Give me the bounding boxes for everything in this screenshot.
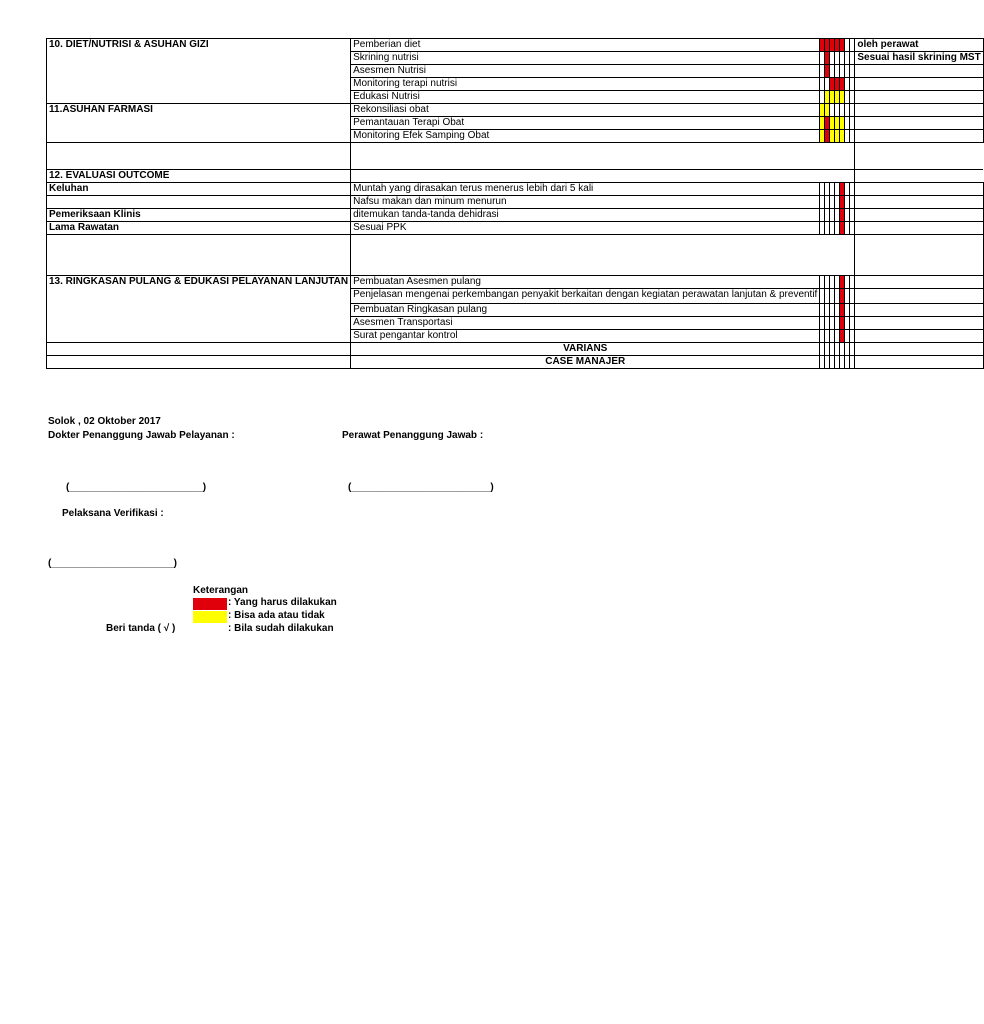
section-title-outcome: 12. EVALUASI OUTCOME: [47, 170, 351, 183]
place-date: Solok , 02 Oktober 2017: [48, 416, 161, 427]
note-cell: [855, 104, 983, 117]
note-cell: [855, 317, 983, 330]
activity-cell: Nafsu makan dan minum menurun: [351, 196, 820, 209]
note-cell: [855, 356, 983, 369]
activity-cell: Rekonsiliasi obat: [351, 104, 820, 117]
activity-cell: Pembuatan Asesmen pulang: [351, 276, 820, 289]
outcome-label: Pemeriksaan Klinis: [47, 209, 351, 222]
note-cell: [855, 183, 983, 196]
spacer-cell: [47, 235, 351, 276]
table-row: [47, 39, 984, 52]
table-row: [47, 356, 984, 369]
varians-label: VARIANS: [351, 343, 820, 356]
note-cell: [855, 304, 983, 317]
legend-check-text: : Bila sudah dilakukan: [228, 623, 334, 634]
section-title-pulang: 13. RINGKASAN PULANG & EDUKASI PELAYANAN LANJUTAN: [47, 276, 351, 343]
activity-cell: Surat pengantar kontrol: [351, 330, 820, 343]
note-cell: [855, 65, 983, 78]
section-title-diet: 10. DIET/NUTRISI & ASUHAN GIZI: [47, 39, 351, 104]
legend-title: Keterangan: [193, 585, 249, 596]
clinical-pathway-sheet: [46, 38, 984, 369]
verifier-signature-line: (______________________): [48, 558, 178, 569]
nurse-signature-line: (_________________________): [348, 482, 494, 493]
spacer-cell: [855, 143, 983, 170]
empty-cell: [47, 343, 351, 356]
note-cell: [855, 330, 983, 343]
case-manajer-label: CASE MANAJER: [351, 356, 820, 369]
outcome-label: [47, 196, 351, 209]
spacer-row: [47, 235, 984, 276]
table-row: [47, 343, 984, 356]
table-row: [47, 170, 984, 183]
note-cell: [855, 117, 983, 130]
activity-cell: Monitoring terapi nutrisi: [351, 78, 820, 91]
table-row: [47, 276, 984, 289]
activity-cell: Pembuatan Ringkasan pulang: [351, 304, 820, 317]
activity-cell: Pemantauan Terapi Obat: [351, 117, 820, 130]
activity-cell: Monitoring Efek Samping Obat: [351, 130, 820, 143]
table-row: [47, 196, 984, 209]
table-row: [47, 209, 984, 222]
activity-cell: Skrining nutrisi: [351, 52, 820, 65]
outcome-label: Keluhan: [47, 183, 351, 196]
table-row: [47, 104, 984, 117]
activity-cell: Edukasi Nutrisi: [351, 91, 820, 104]
doctor-label: Dokter Penanggung Jawab Pelayanan :: [48, 430, 235, 441]
note-cell: [855, 78, 983, 91]
spacer-cell: [351, 235, 855, 276]
note-cell: [855, 196, 983, 209]
activity-cell: ditemukan tanda-tanda dehidrasi: [351, 209, 820, 222]
spacer-cell: [855, 235, 983, 276]
table-row: [47, 183, 984, 196]
activity-cell: Penjelasan mengenai perkembangan penyakit berkaitan dengan kegiatan perawatan lanjutan & preventif: [351, 289, 820, 304]
section-title-filler: [351, 170, 855, 183]
legend-yellow-swatch: [193, 611, 227, 623]
note-cell: [855, 343, 983, 356]
note-cell: [855, 222, 983, 235]
empty-cell: [47, 356, 351, 369]
activity-cell: Muntah yang dirasakan terus menerus lebih dari 5 kali: [351, 183, 820, 196]
spacer-cell: [47, 143, 351, 170]
outcome-label: Lama Rawatan: [47, 222, 351, 235]
table-row: [47, 222, 984, 235]
legend-check-label: Beri tanda ( √ ): [106, 623, 176, 634]
verifier-label: Pelaksana Verifikasi :: [62, 508, 164, 519]
doctor-signature-line: (________________________): [66, 482, 207, 493]
note-cell: [855, 91, 983, 104]
legend-yellow-text: : Bisa ada atau tidak: [228, 610, 325, 621]
clinical-pathway-table: [46, 38, 984, 369]
note-cell: [855, 289, 983, 304]
empty-cell: [855, 170, 983, 183]
activity-cell: Asesmen Transportasi: [351, 317, 820, 330]
activity-cell: Sesuai PPK: [351, 222, 820, 235]
spacer-row: [47, 143, 984, 170]
note-cell: oleh perawat: [855, 39, 983, 52]
legend-red-swatch: [193, 598, 227, 610]
note-cell: [855, 276, 983, 289]
note-cell: [855, 130, 983, 143]
nurse-label: Perawat Penanggung Jawab :: [342, 430, 484, 441]
legend-red-text: : Yang harus dilakukan: [228, 597, 337, 608]
note-cell: Sesuai hasil skrining MST: [855, 52, 983, 65]
activity-cell: Pemberian diet: [351, 39, 820, 52]
activity-cell: Asesmen Nutrisi: [351, 65, 820, 78]
spacer-cell: [351, 143, 855, 170]
section-title-farmasi: 11.ASUHAN FARMASI: [47, 104, 351, 143]
note-cell: [855, 209, 983, 222]
